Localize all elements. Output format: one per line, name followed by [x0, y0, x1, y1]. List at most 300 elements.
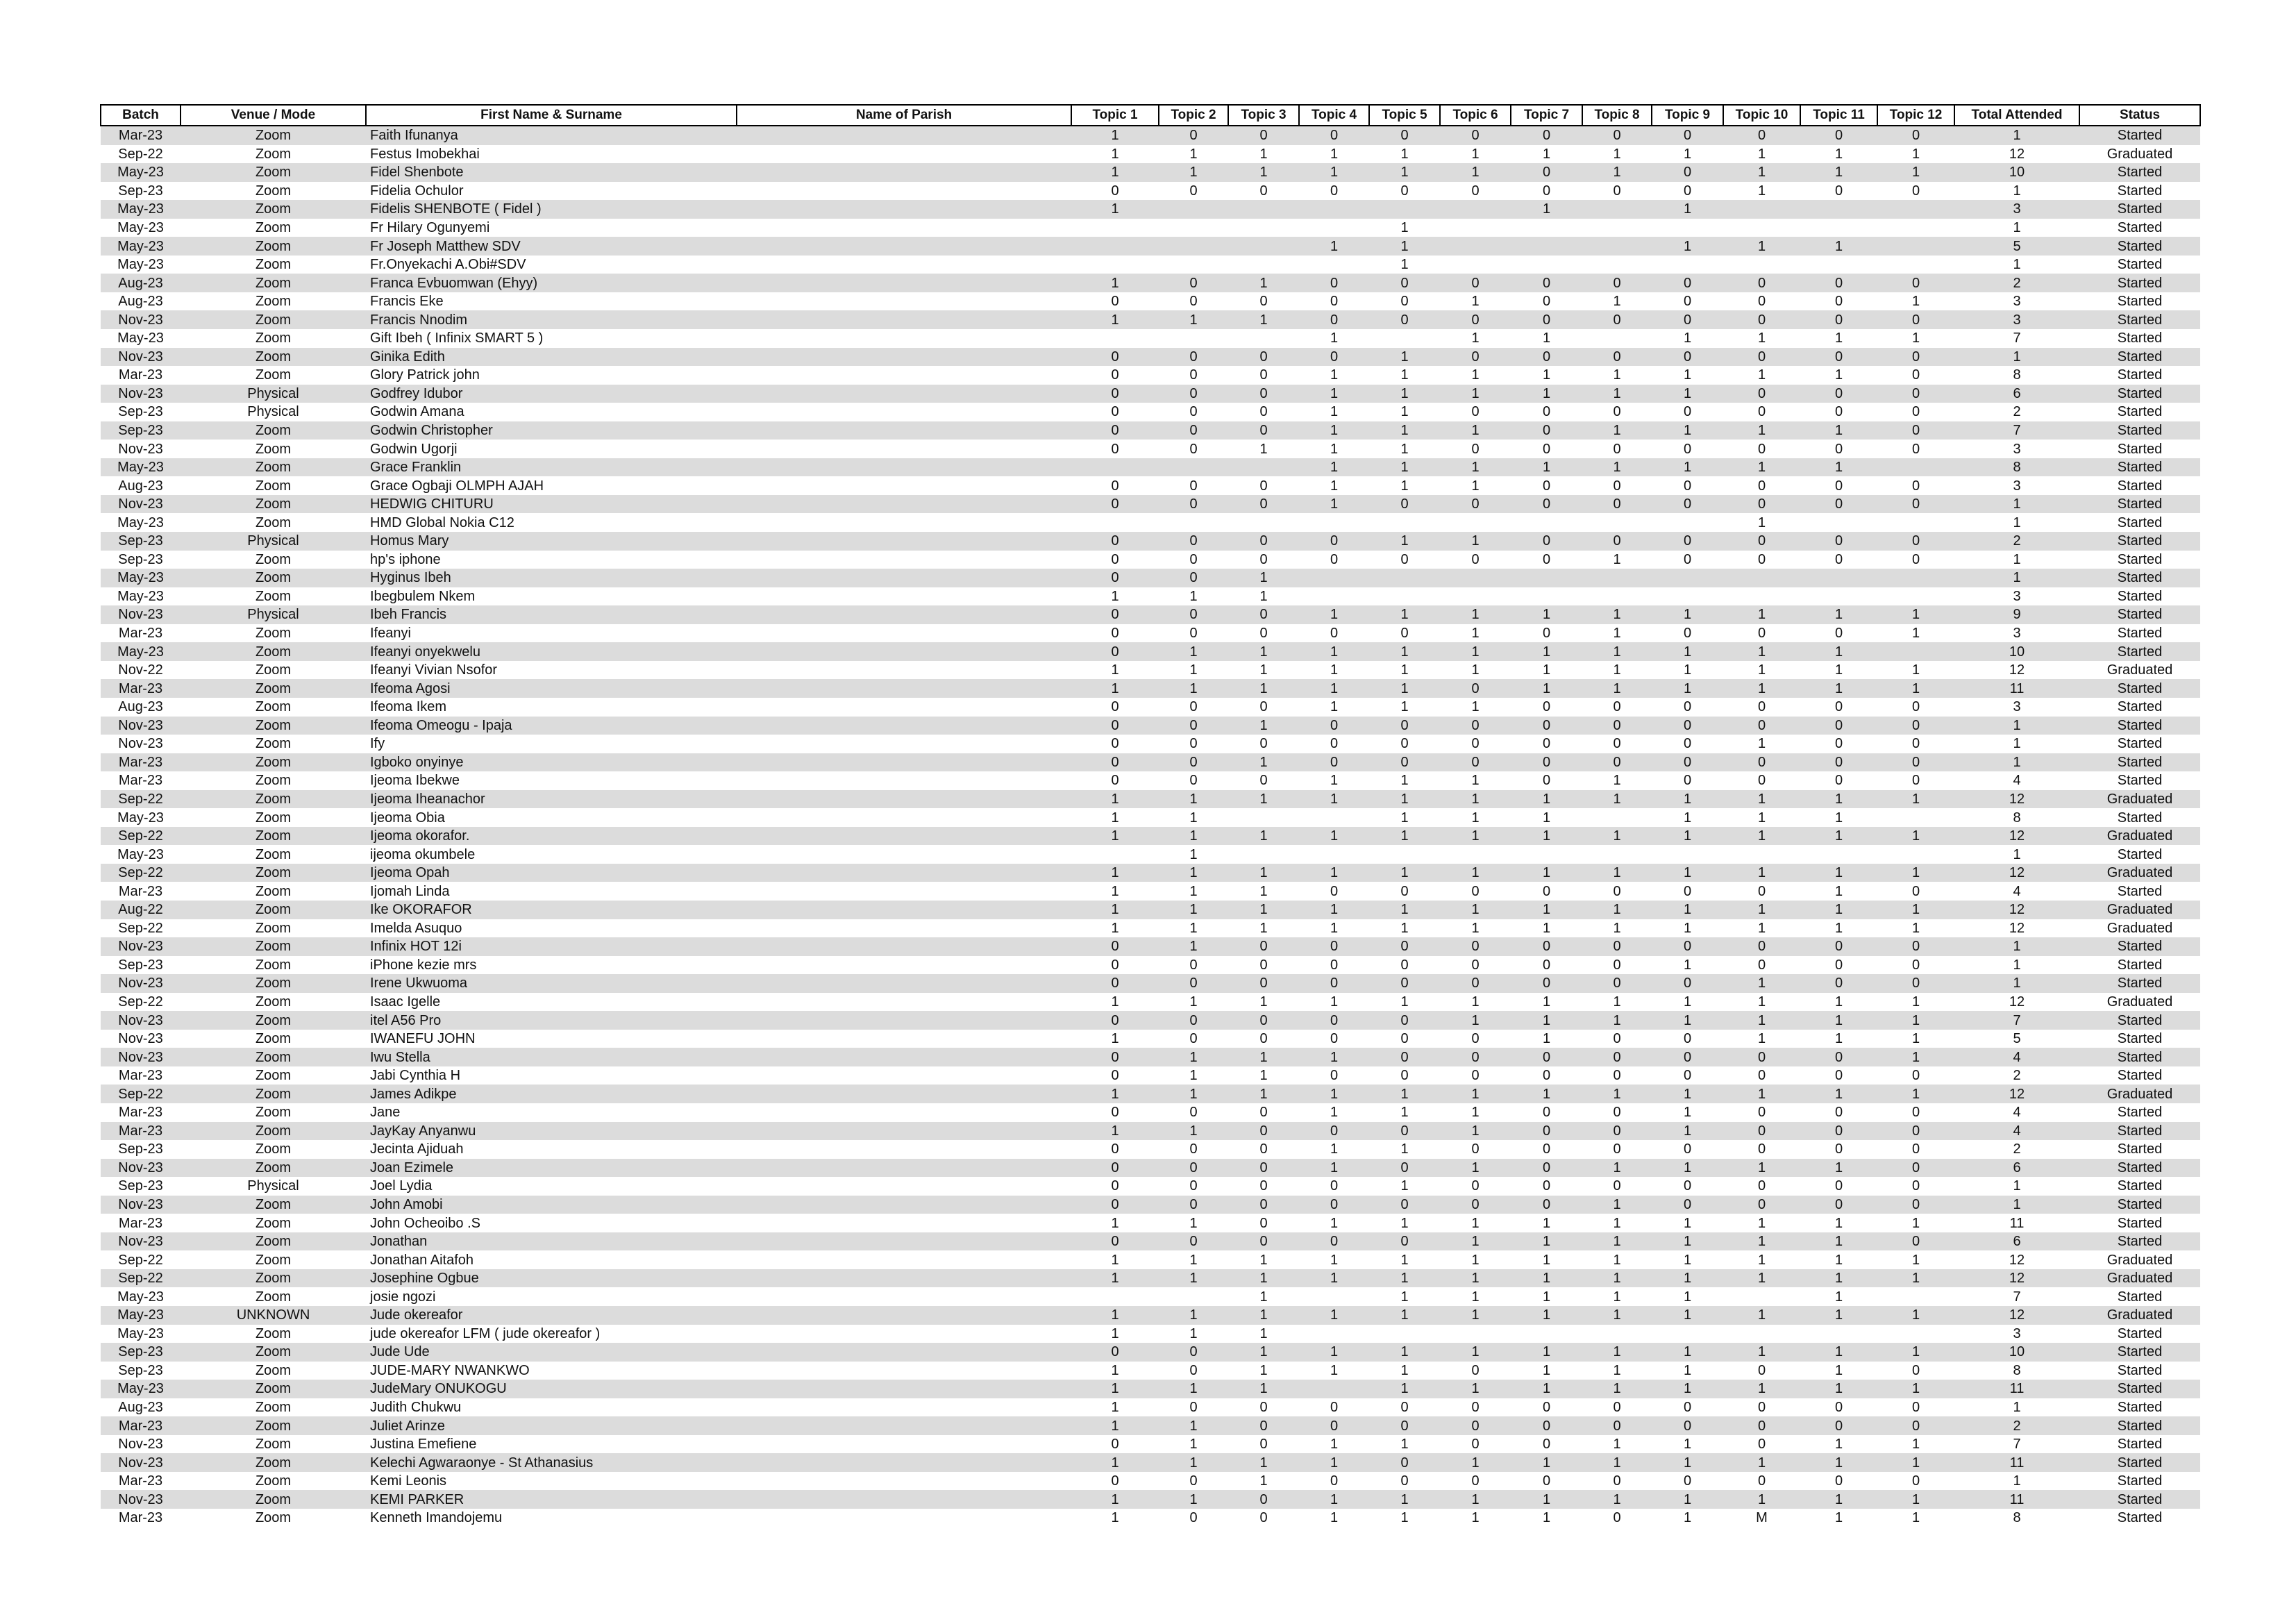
table-cell: Started [2079, 1214, 2200, 1232]
table-cell [1723, 200, 1800, 219]
table-cell: Jecinta Ajiduah [366, 1140, 737, 1159]
table-row [101, 495, 2200, 514]
table-cell: Started [2079, 182, 2200, 201]
table-cell [1440, 237, 1511, 256]
table-cell: 12 [1954, 1269, 2079, 1288]
table-cell: 1 [1159, 993, 1228, 1012]
table-cell: 1 [1440, 385, 1511, 403]
table-cell: Zoom [181, 679, 366, 698]
table-cell: 1 [1877, 901, 1954, 919]
table-row [101, 753, 2200, 772]
table-cell [1877, 845, 1954, 864]
table-cell: 1 [1299, 1085, 1369, 1103]
table-row [101, 845, 2200, 864]
table-cell [737, 1011, 1071, 1030]
table-cell: 1 [1723, 827, 1800, 846]
table-cell [737, 827, 1071, 846]
table-cell: Started [2079, 292, 2200, 311]
table-cell: 0 [1228, 182, 1299, 201]
table-cell: 1 [1954, 937, 2079, 956]
table-cell: Started [2079, 495, 2200, 514]
table-cell: 1 [1299, 605, 1369, 624]
table-cell [737, 1177, 1071, 1196]
table-cell: 0 [1723, 348, 1800, 367]
table-cell: 0 [1652, 753, 1723, 772]
table-cell: Started [2079, 403, 2200, 421]
table-cell [737, 845, 1071, 864]
table-cell: 1 [1652, 1085, 1723, 1103]
table-cell: Started [2079, 735, 2200, 753]
table-cell: May-23 [101, 569, 181, 587]
table-cell [1299, 587, 1369, 606]
table-cell: Zoom [181, 735, 366, 753]
table-cell [1071, 1287, 1159, 1306]
table-cell [1299, 1325, 1369, 1343]
table-cell: 0 [1723, 1140, 1800, 1159]
table-cell: 0 [1071, 1159, 1159, 1178]
table-cell: 0 [1723, 403, 1800, 421]
table-cell: 1 [1299, 237, 1369, 256]
table-cell: 1 [1954, 495, 2079, 514]
table-cell: Mar-23 [101, 366, 181, 385]
table-cell [1800, 219, 1877, 237]
table-cell: 1 [1800, 1362, 1877, 1380]
table-row [101, 771, 2200, 790]
table-cell: 1 [1511, 642, 1582, 661]
table-cell [1071, 329, 1159, 348]
table-cell: 0 [1228, 403, 1299, 421]
table-cell: 12 [1954, 901, 2079, 919]
table-cell: 0 [1511, 753, 1582, 772]
table-cell: Started [2079, 476, 2200, 495]
table-cell: 0 [1071, 1177, 1159, 1196]
table-cell: 0 [1652, 1196, 1723, 1214]
table-cell [737, 1343, 1071, 1362]
table-cell: Started [2079, 1472, 2200, 1491]
table-cell: 1 [1582, 1453, 1652, 1472]
table-cell: 1 [1159, 1435, 1228, 1454]
table-cell: 0 [1877, 1232, 1954, 1251]
table-cell [1877, 1287, 1954, 1306]
table-cell: Jude Ude [366, 1343, 737, 1362]
table-cell: 1 [1369, 403, 1440, 421]
table-cell: Started [2079, 698, 2200, 717]
table-cell: 0 [1582, 698, 1652, 717]
table-cell: 0 [1723, 495, 1800, 514]
table-cell: Zoom [181, 1453, 366, 1472]
table-cell [1369, 569, 1440, 587]
table-cell: Zoom [181, 551, 366, 569]
table-cell: 1 [1877, 827, 1954, 846]
table-cell: 0 [1800, 937, 1877, 956]
table-cell: 0 [1228, 292, 1299, 311]
table-cell: 1 [1877, 1011, 1954, 1030]
table-cell: 0 [1723, 698, 1800, 717]
table-cell: 1 [1440, 1490, 1511, 1509]
table-cell: 1 [1652, 642, 1723, 661]
table-cell: 1 [1800, 827, 1877, 846]
table-cell: 3 [1954, 587, 2079, 606]
table-cell: May-23 [101, 1306, 181, 1325]
table-cell: 0 [1582, 1398, 1652, 1417]
table-cell: 0 [1800, 698, 1877, 717]
table-cell: 1 [1159, 145, 1228, 164]
table-cell [1228, 237, 1299, 256]
table-cell: 1 [1071, 882, 1159, 901]
table-cell: Zoom [181, 1416, 366, 1435]
table-cell: Nov-23 [101, 1435, 181, 1454]
table-cell: 1 [1954, 1398, 2079, 1417]
table-cell: Sep-23 [101, 1343, 181, 1362]
table-cell: Nov-23 [101, 1196, 181, 1214]
table-cell: Jabi Cynthia H [366, 1066, 737, 1085]
table-cell: Igboko onyinye [366, 753, 737, 772]
table-cell: 1 [1159, 937, 1228, 956]
table-cell: Zoom [181, 937, 366, 956]
table-cell: 0 [1159, 274, 1228, 292]
table-cell: Mar-23 [101, 771, 181, 790]
table-cell: 1 [1954, 182, 2079, 201]
table-cell: 0 [1369, 292, 1440, 311]
table-row [101, 237, 2200, 256]
table-cell: Nov-23 [101, 385, 181, 403]
table-cell: 0 [1723, 956, 1800, 975]
table-cell: 0 [1299, 882, 1369, 901]
table-cell: 1 [1369, 1287, 1440, 1306]
table-cell: 0 [1652, 476, 1723, 495]
table-cell: 0 [1369, 624, 1440, 643]
table-cell: May-23 [101, 587, 181, 606]
table-cell [737, 753, 1071, 772]
table-cell [1511, 256, 1582, 274]
table-cell: 0 [1723, 1416, 1800, 1435]
table-cell: Zoom [181, 845, 366, 864]
table-cell: 0 [1159, 1362, 1228, 1380]
table-cell: 0 [1228, 1122, 1299, 1141]
table-cell: 0 [1800, 440, 1877, 458]
table-cell: 1 [1228, 1325, 1299, 1343]
table-cell: 0 [1159, 1103, 1228, 1122]
table-cell [1440, 219, 1511, 237]
table-cell [737, 1306, 1071, 1325]
table-cell: Graduated [2079, 1306, 2200, 1325]
table-cell: 1 [1582, 1343, 1652, 1362]
table-cell: Ijomah Linda [366, 882, 737, 901]
table-cell: 1 [1954, 1196, 2079, 1214]
table-cell: 0 [1511, 1416, 1582, 1435]
table-cell: 0 [1800, 126, 1877, 145]
table-cell: 0 [1582, 126, 1652, 145]
table-cell: 1 [1652, 1453, 1723, 1472]
table-cell: 8 [1954, 1509, 2079, 1527]
table-cell: 1 [1800, 1435, 1877, 1454]
table-cell: Aug-23 [101, 698, 181, 717]
table-cell: Sep-22 [101, 1250, 181, 1269]
table-cell [737, 1416, 1071, 1435]
table-cell: 0 [1877, 1066, 1954, 1085]
table-cell: 0 [1159, 771, 1228, 790]
table-row [101, 735, 2200, 753]
table-cell: Zoom [181, 753, 366, 772]
table-cell: 1 [1440, 329, 1511, 348]
table-cell: 0 [1723, 1048, 1800, 1066]
table-cell: 1 [1582, 385, 1652, 403]
table-cell: 0 [1071, 440, 1159, 458]
table-cell: 0 [1440, 974, 1511, 993]
table-cell [737, 1085, 1071, 1103]
table-cell [1877, 569, 1954, 587]
table-row [101, 1250, 2200, 1269]
table-row [101, 1140, 2200, 1159]
table-cell: 4 [1954, 771, 2079, 790]
table-cell: 3 [1954, 476, 2079, 495]
table-cell: 1 [1511, 605, 1582, 624]
table-cell: 1 [1652, 1269, 1723, 1288]
table-cell: 1 [1159, 1085, 1228, 1103]
table-cell: 1 [1652, 679, 1723, 698]
table-cell [1582, 569, 1652, 587]
table-cell: Zoom [181, 1140, 366, 1159]
table-cell: 1 [1652, 1380, 1723, 1398]
table-cell: 1 [1369, 808, 1440, 827]
table-cell [1723, 1287, 1800, 1306]
table-cell: 1 [1159, 1306, 1228, 1325]
table-cell: 1 [1723, 1085, 1800, 1103]
table-cell [737, 1159, 1071, 1178]
table-cell: 1 [1511, 808, 1582, 827]
table-cell: Josephine Ogbue [366, 1269, 737, 1288]
table-cell: 1 [1228, 790, 1299, 809]
table-cell: Ibeh Francis [366, 605, 737, 624]
table-cell: Sep-23 [101, 532, 181, 551]
table-cell: 1 [1800, 661, 1877, 680]
table-cell [1723, 845, 1800, 864]
table-cell: 0 [1582, 476, 1652, 495]
table-cell: Zoom [181, 126, 366, 145]
table-cell: 0 [1800, 771, 1877, 790]
table-cell: 1 [1511, 458, 1582, 477]
table-cell: 1 [1440, 1103, 1511, 1122]
table-cell: 0 [1071, 1048, 1159, 1066]
table-cell [737, 145, 1071, 164]
table-cell: 1 [1652, 956, 1723, 975]
table-cell: 1 [1369, 366, 1440, 385]
table-cell: Started [2079, 1030, 2200, 1048]
table-row [101, 993, 2200, 1012]
table-row [101, 1380, 2200, 1398]
table-cell: Started [2079, 717, 2200, 735]
table-cell: 1 [1877, 1250, 1954, 1269]
table-cell: 0 [1228, 1011, 1299, 1030]
table-cell: Zoom [181, 569, 366, 587]
table-cell: 1 [1299, 163, 1369, 182]
table-cell: 1 [1582, 145, 1652, 164]
table-cell: 1 [1652, 827, 1723, 846]
table-cell [1652, 1325, 1723, 1343]
table-cell [737, 440, 1071, 458]
table-cell: 0 [1582, 532, 1652, 551]
table-cell: 1 [1877, 1380, 1954, 1398]
table-cell: 0 [1228, 1490, 1299, 1509]
column-header: Name of Parish [737, 105, 1071, 126]
table-cell: Mar-23 [101, 753, 181, 772]
table-cell: 1 [1299, 476, 1369, 495]
table-cell [737, 717, 1071, 735]
table-cell: Started [2079, 1066, 2200, 1085]
table-cell: 1 [1723, 1380, 1800, 1398]
table-cell: 1 [1228, 1085, 1299, 1103]
table-cell: 0 [1582, 1177, 1652, 1196]
table-cell: Started [2079, 1177, 2200, 1196]
table-cell [1652, 845, 1723, 864]
table-cell: 0 [1369, 1398, 1440, 1417]
table-cell [1511, 237, 1582, 256]
table-cell: 1 [1954, 513, 2079, 532]
table-cell: 1 [1369, 1214, 1440, 1232]
table-cell: 0 [1652, 403, 1723, 421]
table-cell [1071, 845, 1159, 864]
table-row [101, 1472, 2200, 1491]
table-cell: Nov-22 [101, 661, 181, 680]
table-row [101, 1122, 2200, 1141]
table-cell: Zoom [181, 495, 366, 514]
table-row [101, 329, 2200, 348]
table-cell: JUDE-MARY NWANKWO [366, 1362, 737, 1380]
table-cell: 1 [1071, 1380, 1159, 1398]
table-cell: 0 [1877, 1416, 1954, 1435]
table-cell: Started [2079, 458, 2200, 477]
table-cell: Started [2079, 679, 2200, 698]
table-cell: 1 [1299, 421, 1369, 440]
table-cell [1440, 1325, 1511, 1343]
table-cell: Glory Patrick john [366, 366, 737, 385]
table-cell: Mar-23 [101, 1103, 181, 1122]
table-cell: 0 [1723, 1435, 1800, 1454]
table-cell: 0 [1511, 126, 1582, 145]
table-cell: 1 [1299, 993, 1369, 1012]
table-cell: 0 [1877, 532, 1954, 551]
table-cell: 8 [1954, 458, 2079, 477]
table-cell: 1 [1652, 1159, 1723, 1178]
table-cell: 2 [1954, 1066, 2079, 1085]
table-cell [1800, 513, 1877, 532]
table-cell: May-23 [101, 1325, 181, 1343]
table-cell: 1 [1800, 1287, 1877, 1306]
table-cell: 1 [1582, 292, 1652, 311]
table-cell: 1 [1954, 348, 2079, 367]
table-cell [1723, 256, 1800, 274]
table-cell [1582, 256, 1652, 274]
table-cell: Ike OKORAFOR [366, 901, 737, 919]
table-cell: 0 [1440, 937, 1511, 956]
table-cell [737, 790, 1071, 809]
table-cell: Grace Franklin [366, 458, 737, 477]
table-cell: 1 [1369, 237, 1440, 256]
table-cell: 12 [1954, 1085, 2079, 1103]
table-cell: 0 [1299, 551, 1369, 569]
table-cell: 0 [1228, 366, 1299, 385]
table-cell [1877, 256, 1954, 274]
table-cell: Grace Ogbaji OLMPH AJAH [366, 476, 737, 495]
table-cell: 1 [1652, 1306, 1723, 1325]
table-cell: Joan Ezimele [366, 1159, 737, 1178]
table-cell: Fidelis SHENBOTE ( Fidel ) [366, 200, 737, 219]
table-cell: Ify [366, 735, 737, 753]
table-cell: 1 [1440, 993, 1511, 1012]
table-cell: Sep-23 [101, 551, 181, 569]
table-cell: 1 [1159, 901, 1228, 919]
table-row [101, 808, 2200, 827]
table-cell: 1 [1652, 605, 1723, 624]
table-cell: 0 [1440, 882, 1511, 901]
table-cell: Started [2079, 587, 2200, 606]
table-cell: Franca Evbuomwan (Ehyy) [366, 274, 737, 292]
table-cell: 0 [1440, 1140, 1511, 1159]
table-cell [737, 1066, 1071, 1085]
table-cell: 1 [1228, 827, 1299, 846]
table-row [101, 1085, 2200, 1103]
table-cell [1440, 513, 1511, 532]
table-cell: 1 [1511, 790, 1582, 809]
table-cell: 0 [1159, 569, 1228, 587]
table-cell: 1 [1582, 661, 1652, 680]
table-row [101, 1196, 2200, 1214]
table-cell: 0 [1652, 771, 1723, 790]
table-cell: 1 [1877, 864, 1954, 882]
table-cell: 0 [1511, 551, 1582, 569]
table-cell [737, 1287, 1071, 1306]
table-cell: Zoom [181, 163, 366, 182]
table-cell: Ifeoma Ikem [366, 698, 737, 717]
table-cell: 0 [1877, 403, 1954, 421]
table-cell: 1 [1071, 1214, 1159, 1232]
table-cell: 1 [1954, 256, 2079, 274]
table-cell: 0 [1511, 182, 1582, 201]
table-cell: Zoom [181, 1250, 366, 1269]
table-cell: 0 [1071, 348, 1159, 367]
column-header: Topic 12 [1877, 105, 1954, 126]
table-cell: Started [2079, 974, 2200, 993]
table-cell: 0 [1159, 1398, 1228, 1417]
table-cell: 1 [1800, 882, 1877, 901]
table-cell: 0 [1159, 735, 1228, 753]
table-cell: 1 [1369, 1140, 1440, 1159]
table-cell: 1 [1582, 1362, 1652, 1380]
column-header: Status [2079, 105, 2200, 126]
table-cell: 0 [1800, 1416, 1877, 1435]
table-cell: 1 [1299, 145, 1369, 164]
table-cell: 0 [1511, 735, 1582, 753]
table-cell: 4 [1954, 1048, 2079, 1066]
table-cell: John Amobi [366, 1196, 737, 1214]
table-cell: Zoom [181, 458, 366, 477]
table-cell: 11 [1954, 1490, 2079, 1509]
table-cell: 0 [1228, 1140, 1299, 1159]
table-cell: 2 [1954, 403, 2079, 421]
table-cell: 0 [1723, 274, 1800, 292]
table-cell: Started [2079, 1232, 2200, 1251]
table-cell: Nov-23 [101, 1232, 181, 1251]
table-row [101, 587, 2200, 606]
table-cell: Kemi Leonis [366, 1472, 737, 1491]
table-cell: 0 [1652, 126, 1723, 145]
table-cell: 1 [1228, 661, 1299, 680]
table-cell: 10 [1954, 163, 2079, 182]
table-cell: 1 [1440, 1159, 1511, 1178]
table-cell: 0 [1228, 1030, 1299, 1048]
table-cell: 1 [1228, 440, 1299, 458]
table-cell: Graduated [2079, 919, 2200, 938]
